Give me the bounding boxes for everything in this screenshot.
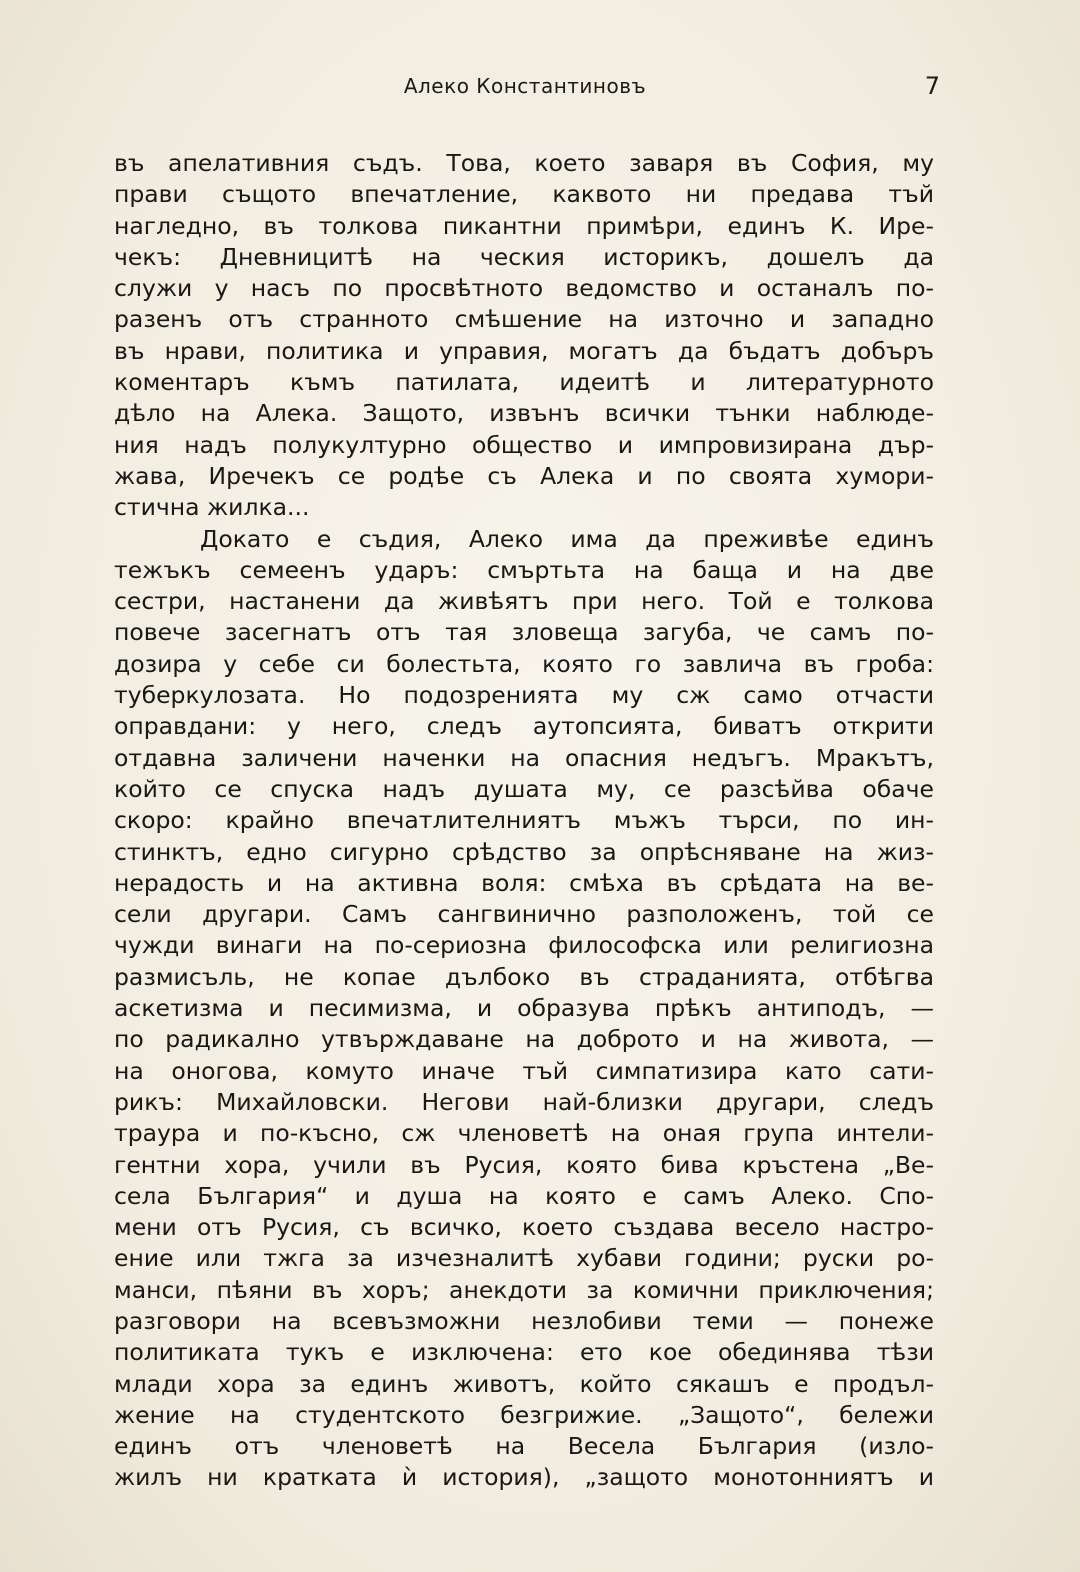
text-line: единъ отъ членоветѣ на Весела България (изло- — [114, 1432, 934, 1461]
text-line: мени отъ Русия, съ всичко, което създава весело настро- — [114, 1213, 934, 1242]
text-line: прави същото впечатление, каквото ни предава тъй — [114, 180, 934, 209]
text-line: млади хора за единъ животъ, който сякашъ е продъл- — [114, 1369, 934, 1398]
text-line: гентни хора, учили въ Русия, която бива кръстена „Ве- — [114, 1150, 934, 1179]
text-line: скоро: крайно впечатлителниятъ мъжъ търси, по ин- — [114, 806, 934, 835]
text-line: дѣло на Алека. Защото, извънъ всички тънки наблюде- — [114, 399, 934, 428]
text-line: чужди винаги на по-сериозна философска или религиозна — [114, 931, 934, 960]
page-number: 7 — [924, 72, 940, 100]
text-line: жилъ ни кратката ѝ история), „защото монотонниятъ и — [114, 1463, 934, 1492]
text-line: жава, Иречекъ се родѣе съ Алека и по своята хумори- — [114, 461, 934, 490]
text-line: отдавна заличени наченки на опасния недъгъ. Мракътъ, — [114, 743, 934, 772]
text-line: по радикално утвърждаване на доброто и на живота, — — [114, 1025, 934, 1054]
text-line: ение или тжга за изчезналитѣ хубави години; руски ро- — [114, 1244, 934, 1273]
text-line: тежъкъ семеенъ ударъ: смъртьта на баща и на две — [114, 555, 934, 584]
text-line: сестри, настанени да живѣятъ при него. Той е толкова — [114, 587, 934, 616]
text-line: коментаръ къмъ патилата, идеитѣ и литературното — [114, 368, 934, 397]
text-line: разговори на всевъзможни незлобиви теми — понеже — [114, 1306, 934, 1335]
text-line-paragraph-end: стична жилка... — [114, 493, 310, 522]
text-line: рикъ: Михайловски. Негови най-близки другари, следъ — [114, 1087, 934, 1116]
text-line: разенъ отъ странното смѣшение на източно и западно — [114, 305, 934, 334]
text-line-paragraph-start: Докато е съдия, Алеко има да преживѣе единъ — [200, 524, 934, 553]
body-text — [114, 148, 934, 1494]
text-line: който се спуска надъ душата му, се разсѣйва обаче — [114, 774, 934, 803]
text-line: въ нрави, политика и управия, могатъ да бъдатъ добъръ — [114, 336, 934, 365]
text-line: размисъль, не копае дълбоко въ страданията, отбѣгва — [114, 962, 934, 991]
text-line: манси, пѣяни въ хоръ; анекдоти за комични приключения; — [114, 1275, 934, 1304]
text-line: села България“ и душа на която е самъ Алеко. Спо- — [114, 1181, 934, 1210]
text-line: траура и по-късно, сж членоветѣ на оная група интели- — [114, 1119, 934, 1148]
text-line: оправдани: у него, следъ аутопсията, биватъ открити — [114, 712, 934, 741]
text-line: нерадость и на активна воля: смѣха въ срѣдата на ве- — [114, 868, 934, 897]
text-line: чекъ: Дневницитѣ на ческия историкъ, дошелъ да — [114, 242, 934, 271]
text-line: политиката тукъ е изключена: ето кое обединява тѣзи — [114, 1338, 934, 1367]
text-line: на оногова, комуто иначе тъй симпатизира като сати- — [114, 1056, 934, 1085]
text-line: служи у насъ по просвѣтното ведомство и останалъ по- — [114, 274, 934, 303]
text-line: ния надъ полукултурно общество и импровизирана дър- — [114, 430, 934, 459]
text-line: аскетизма и песимизма, и образува прѣкъ антиподъ, — — [114, 994, 934, 1023]
running-title: Алеко Константиновъ — [403, 74, 647, 98]
text-line: повече засегнатъ отъ тая зловеща загуба, че самъ по- — [114, 618, 934, 647]
text-line: туберкулозата. Но подозренията му сж само отчасти — [114, 681, 934, 710]
text-line: жение на студентското безгрижие. „Защото“, бележи — [114, 1400, 934, 1429]
text-line: нагледно, въ толкова пикантни примѣри, единъ К. Ире- — [114, 211, 934, 240]
text-line: стинктъ, едно сигурно срѣдство за опрѣсняване на жиз- — [114, 837, 934, 866]
page-header — [110, 74, 940, 104]
text-line: сели другари. Самъ сангвинично разположенъ, той се — [114, 900, 934, 929]
text-line: въ апелативния съдъ. Това, което заваря въ София, му — [114, 149, 934, 177]
text-line: дозира у себе си болестьта, която го завлича въ гроба: — [114, 649, 934, 678]
